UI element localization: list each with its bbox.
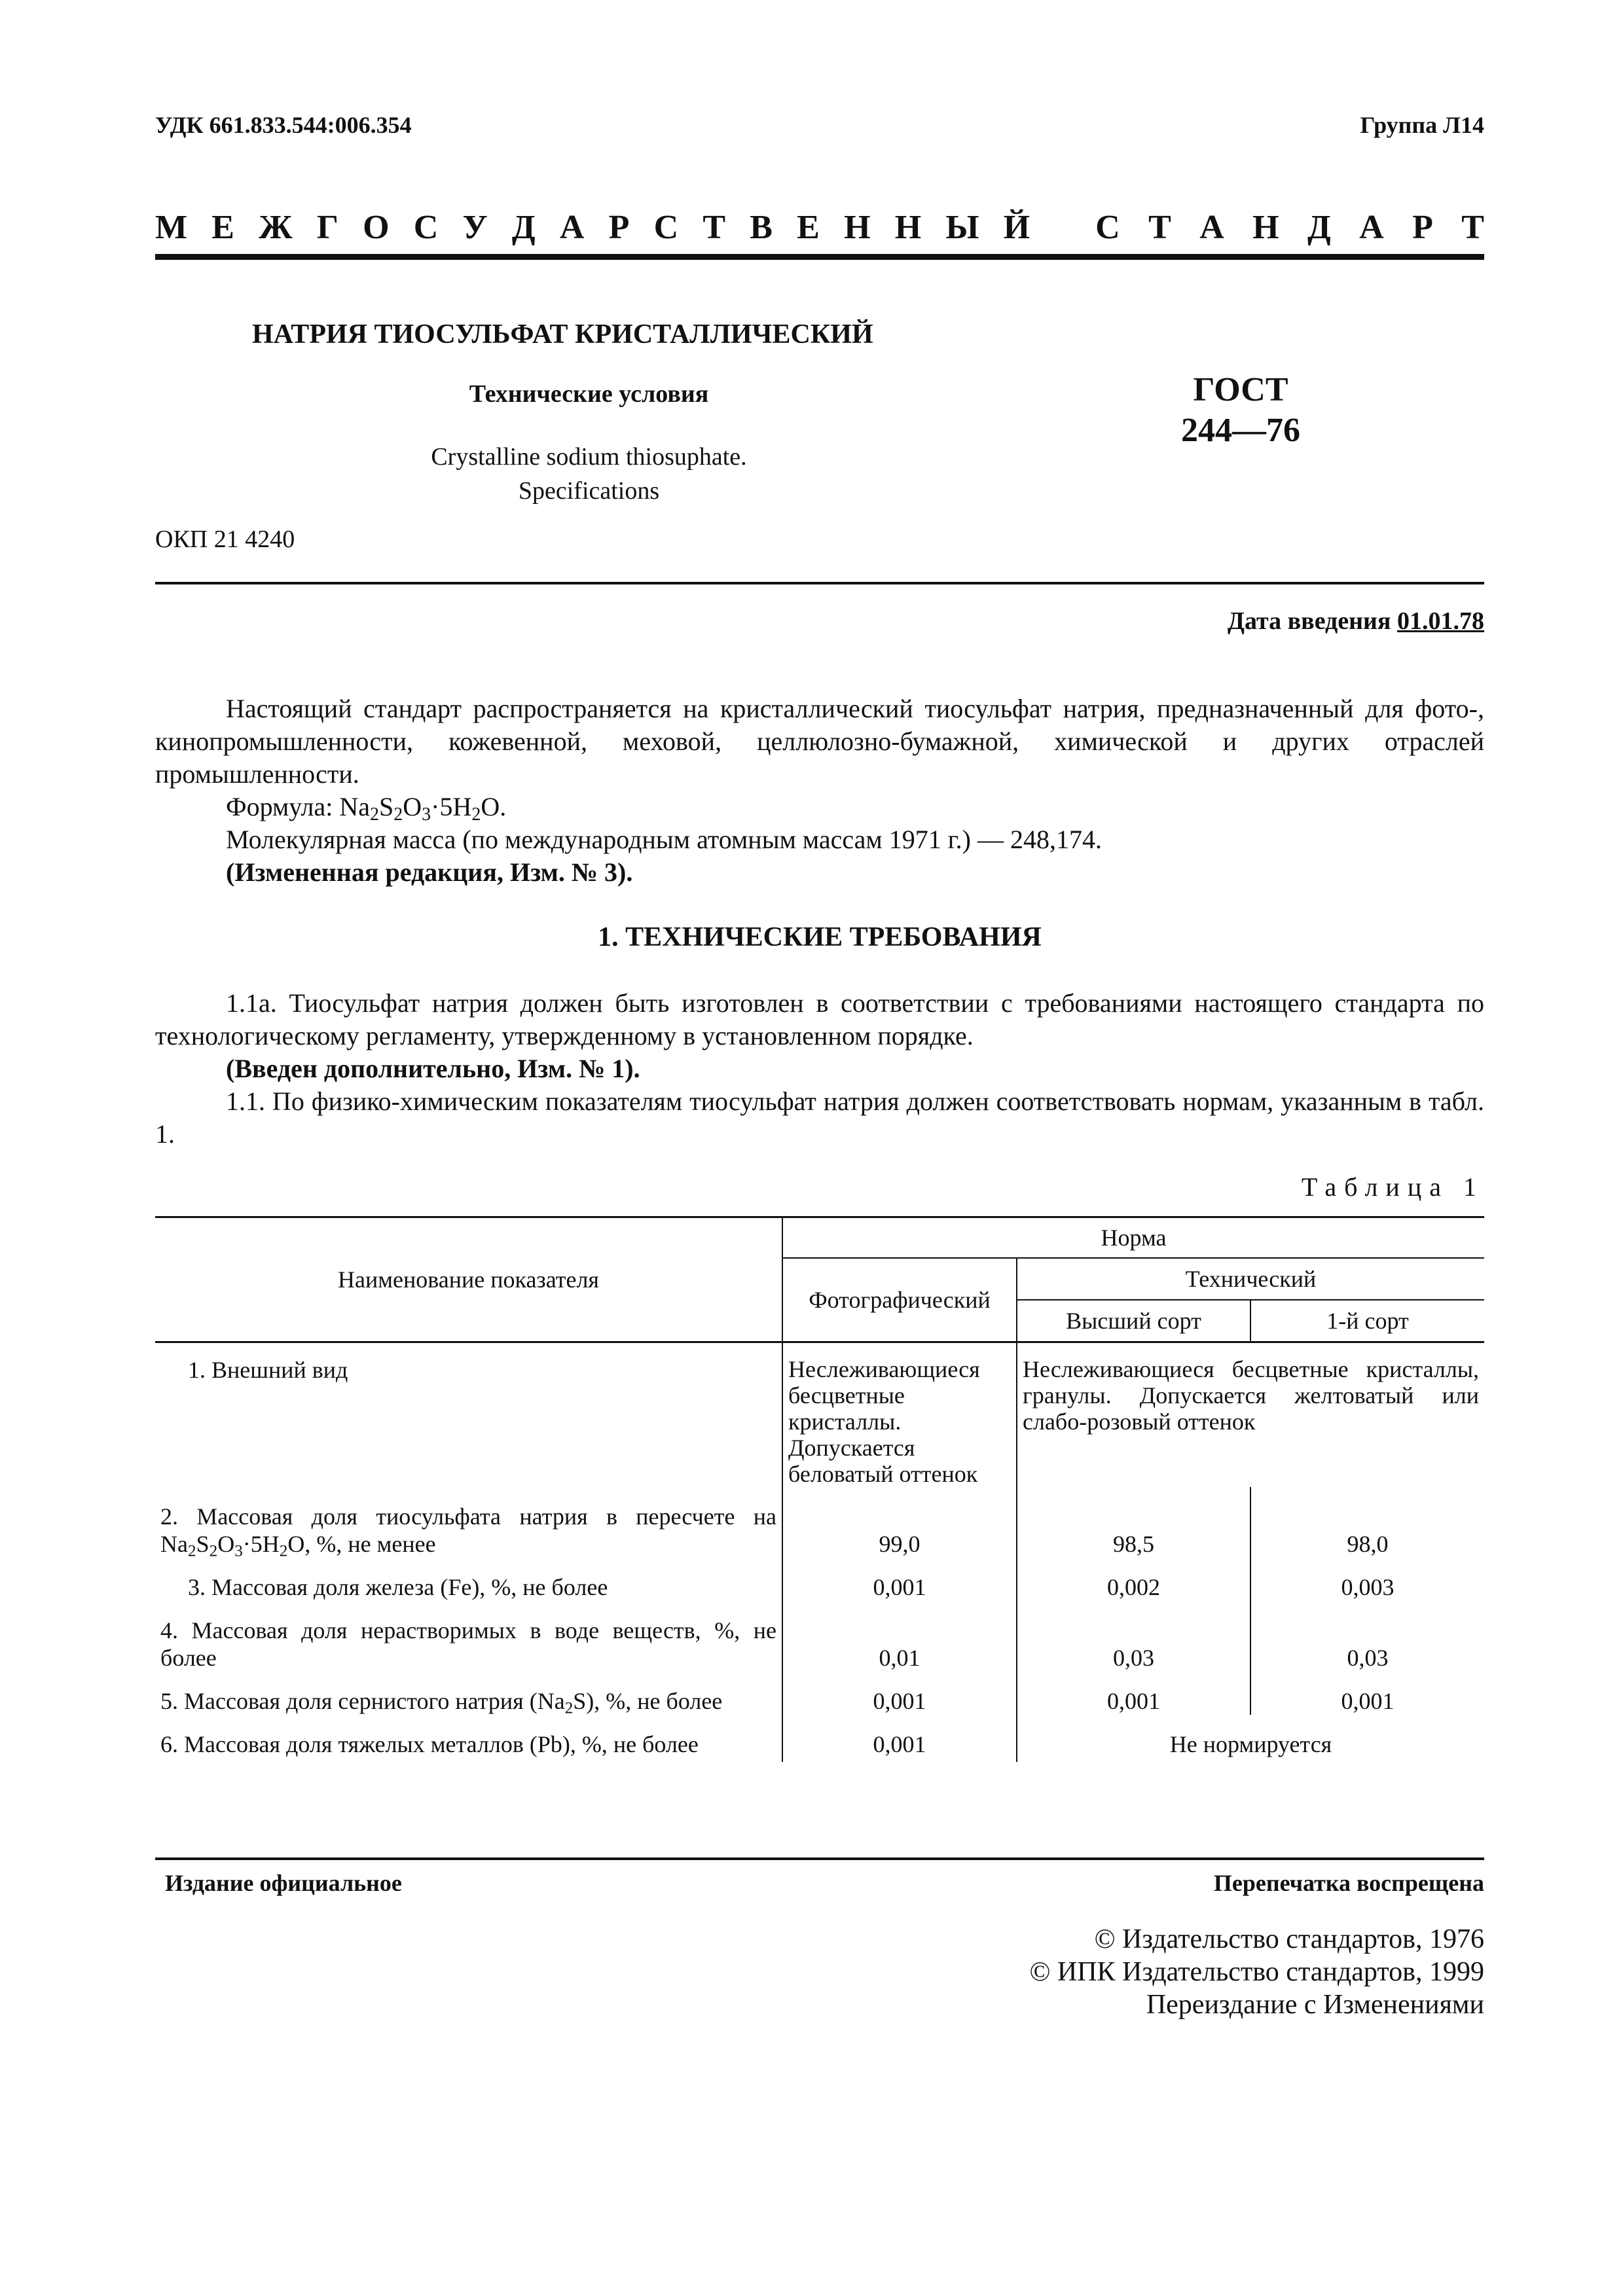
masthead-letter: Н: [844, 209, 871, 246]
formula-part: O: [287, 1531, 305, 1557]
spec-table: [155, 1216, 1484, 1762]
formula-subscript: 2: [279, 1542, 288, 1560]
formula-part: S: [379, 792, 394, 821]
row-5-name: [155, 1672, 782, 1715]
row-2-photo: 99,0: [782, 1487, 1017, 1558]
row-2-name-text: 2. Массовая доля тиосульфата натрия в пересчете на: [160, 1503, 776, 1530]
reprint-prohibited: Перепечатка воспрещена: [1213, 1870, 1484, 1896]
masthead-letter: Н: [1252, 209, 1279, 246]
table-row: [155, 1487, 1484, 1558]
masthead-rule: [155, 254, 1484, 260]
molar-mass: Молекулярная масса (по международным атомным массам 1971 г.) — 248,174.: [226, 825, 1102, 854]
effective-date: [1228, 607, 1484, 636]
copyright-1999: © ИПК Издательство стандартов, 1999: [1029, 1957, 1484, 1987]
english-title-line-2: Specifications: [518, 477, 660, 505]
formula-part: O: [217, 1531, 235, 1557]
formula-subscript: 2: [187, 1542, 196, 1560]
header-photographic: Фотографический: [782, 1258, 1017, 1342]
gost-code: 244—76: [1181, 412, 1300, 449]
masthead: [155, 208, 1484, 247]
formula-part: Na: [339, 792, 371, 821]
row-5-name-tail: S), %, не более: [573, 1688, 723, 1714]
row-6-name: 6. Массовая доля тяжелых металлов (Pb), %, не более: [160, 1731, 699, 1757]
masthead-letter: Е: [211, 209, 234, 246]
masthead-letter: У: [462, 209, 488, 246]
gost-number: [1136, 370, 1345, 451]
formula-subscript: 2: [393, 804, 403, 825]
masthead-letter: Н: [894, 209, 922, 246]
table-caption: Таблица 1: [1301, 1172, 1484, 1202]
row-6-technical: Не нормируется: [1017, 1715, 1484, 1762]
masthead-letter: Т: [1148, 209, 1171, 246]
masthead-letter: Й: [1003, 209, 1030, 246]
formula-part: ·5H: [242, 1531, 280, 1557]
formula-subscript: 3: [422, 804, 431, 825]
masthead-letter: Р: [608, 209, 630, 246]
header-top-grade: Высший сорт: [1017, 1300, 1250, 1342]
row-5-name-text: 5. Массовая доля сернистого натрия (Na: [160, 1688, 565, 1714]
masthead-letter: Д: [1307, 209, 1331, 246]
header-parameter: Наименование показателя: [338, 1266, 599, 1293]
masthead-letter: Т: [702, 209, 726, 246]
masthead-letter: Ж: [259, 209, 293, 246]
header-first-grade: 1-й сорт: [1250, 1300, 1484, 1342]
row-1-photo: Неслеживающиеся бесцветные кристаллы. Допускается беловатый оттенок: [782, 1342, 1017, 1488]
formula-line: [155, 791, 1555, 823]
effective-date-label: Дата введения: [1227, 607, 1391, 635]
row-4-name: 4. Массовая доля нерастворимых в воде веществ, %, не более: [160, 1617, 776, 1671]
masthead-word-1: [155, 208, 1095, 247]
table-row: [155, 1558, 1484, 1601]
masthead-letter: С: [653, 209, 679, 246]
section-heading: 1. ТЕХНИЧЕСКИЕ ТРЕБОВАНИЯ: [598, 922, 1042, 952]
official-edition: Издание официальное: [165, 1870, 402, 1896]
copyright-block: [1029, 1923, 1484, 2021]
masthead-word-2: [1095, 208, 1484, 247]
formula: [339, 792, 507, 825]
clause-1-1: 1.1. По физико-химическим показателям тиосульфат натрия должен соответствовать нормам, указанным в табл. 1.: [155, 1086, 1484, 1149]
effective-date-value: 01.01.78: [1397, 607, 1484, 635]
row-4-photo: 0,01: [782, 1601, 1017, 1672]
masthead-letter: Г: [316, 209, 338, 246]
row-5-first: 0,001: [1250, 1672, 1484, 1715]
row-5-photo: 0,001: [782, 1672, 1017, 1715]
document-subtitle: Технические условия: [469, 380, 709, 408]
masthead-letter: М: [155, 209, 188, 246]
copyright-1976: © Издательство стандартов, 1976: [1094, 1924, 1484, 1954]
row-2-top: 98,5: [1017, 1487, 1250, 1558]
masthead-letter: Д: [511, 209, 536, 246]
clause-1-1a: 1.1а. Тиосульфат натрия должен быть изготовлен в соответствии с требованиями настоящего стандарта по технологическому регламенту, утвержденному в установленном порядке.: [155, 988, 1484, 1050]
row-2-first: 98,0: [1250, 1487, 1484, 1558]
masthead-letter: Т: [1461, 209, 1484, 246]
amendment-note-1: (Введен дополнительно, Изм. № 1).: [226, 1054, 640, 1083]
row-2-name: [155, 1487, 782, 1558]
table-row: [155, 1342, 1484, 1488]
reissue-note: Переиздание с Изменениями: [1146, 1990, 1484, 2020]
table-row: [155, 1715, 1484, 1762]
gost-label: ГОСТ: [1193, 371, 1288, 408]
formula-part: O: [403, 792, 422, 821]
english-title-line-1: Crystalline sodium thiosuphate.: [431, 443, 747, 471]
table-row: [155, 1672, 1484, 1715]
masthead-letter: А: [1199, 209, 1224, 246]
masthead-letter: Ы: [945, 209, 979, 246]
row-2-formula: [160, 1531, 305, 1560]
row-4-top: 0,03: [1017, 1601, 1250, 1672]
formula-part: S: [196, 1531, 210, 1557]
formula-part: O.: [481, 792, 507, 821]
header-technical: Технический: [1017, 1258, 1484, 1300]
formula-subscript: 3: [234, 1542, 243, 1560]
masthead-letter: Р: [1412, 209, 1433, 246]
masthead-letter: С: [413, 209, 439, 246]
masthead-letter: В: [750, 209, 773, 246]
formula-subscript: 2: [370, 804, 380, 825]
intro-paragraph: Настоящий стандарт распространяется на кристаллический тиосульфат натрия, предназначенный для фото-, кинопромышленности, кожевенной, меховой, целлюлозно-бумажной, химической и других отраслей промышленности.: [155, 694, 1484, 789]
okp-code: ОКП 21 4240: [155, 526, 295, 553]
row-2-name-tail: , %, не менее: [304, 1531, 436, 1557]
footer-rule: [155, 1857, 1484, 1860]
formula-subscript: 2: [209, 1542, 218, 1560]
row-5-subscript: 2: [564, 1699, 574, 1717]
row-3-first: 0,003: [1250, 1558, 1484, 1601]
masthead-letter: С: [1095, 209, 1120, 246]
header-norm: Норма: [782, 1217, 1484, 1259]
row-3-name: 3. Массовая доля железа (Fe), %, не более: [188, 1574, 608, 1600]
formula-part: Na: [160, 1531, 188, 1557]
document-title: НАТРИЯ ТИОСУЛЬФАТ КРИСТАЛЛИЧЕСКИЙ: [252, 319, 873, 350]
formula-label: Формула:: [226, 792, 333, 821]
masthead-letter: А: [559, 209, 585, 246]
formula-part: ·5H: [431, 792, 472, 821]
masthead-letter: А: [1359, 209, 1384, 246]
group-code: Группа Л14: [1360, 112, 1484, 138]
masthead-letter: О: [363, 209, 390, 246]
formula-subscript: 2: [471, 804, 481, 825]
table-row: [155, 1601, 1484, 1672]
masthead-letter: Е: [797, 209, 820, 246]
row-1-name: 1. Внешний вид: [188, 1357, 348, 1383]
udk-code: УДК 661.833.544:006.354: [155, 112, 412, 138]
row-5-top: 0,001: [1017, 1672, 1250, 1715]
row-4-first: 0,03: [1250, 1601, 1484, 1672]
title-rule: [155, 582, 1484, 584]
english-title: [155, 440, 1023, 508]
row-1-technical: Неслеживающиеся бесцветные кристаллы, гранулы. Допускается желтоватый или слабо-розовый оттенок: [1017, 1342, 1484, 1488]
row-6-photo: 0,001: [782, 1715, 1017, 1762]
row-3-top: 0,002: [1017, 1558, 1250, 1601]
row-3-photo: 0,001: [782, 1558, 1017, 1601]
amendment-note-3: (Измененная редакция, Изм. № 3).: [226, 857, 633, 887]
